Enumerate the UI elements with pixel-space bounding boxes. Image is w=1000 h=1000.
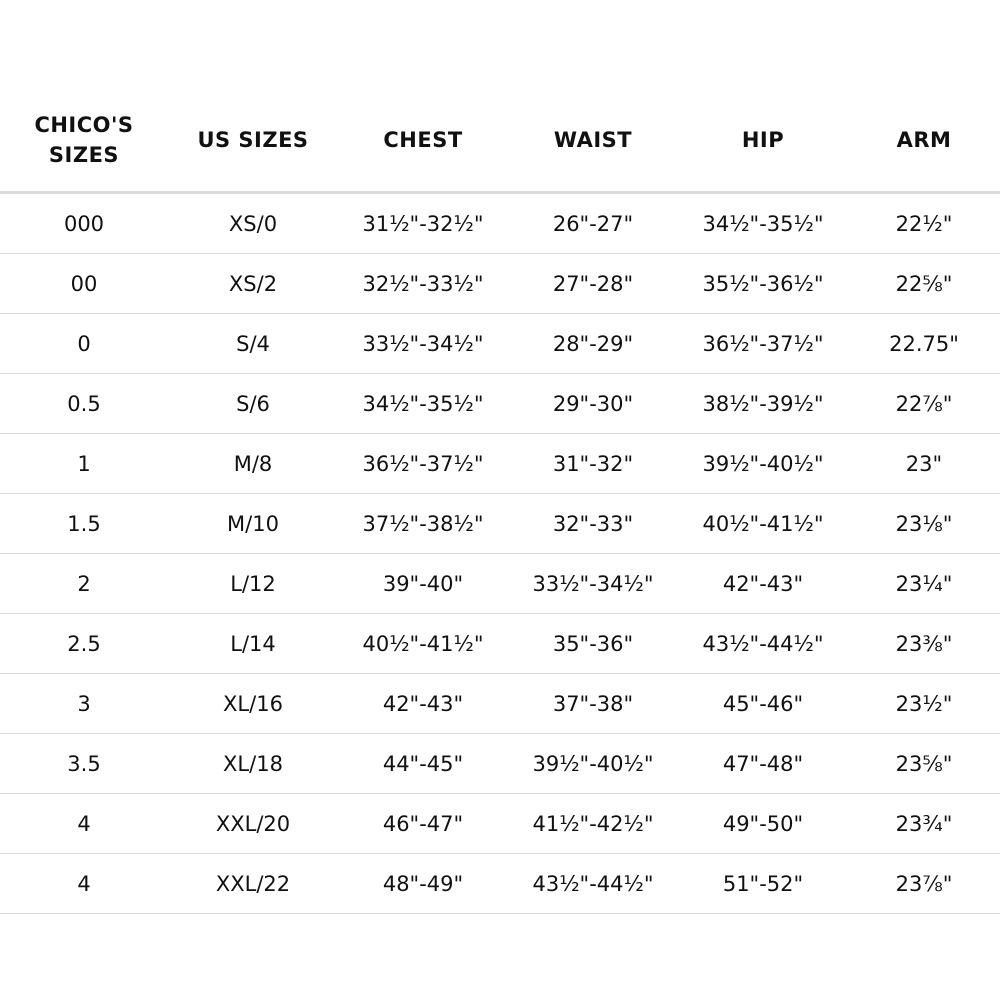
header-waist [508,125,678,155]
chest-cell: 42"-43" [382,691,464,716]
header-hip [678,125,848,155]
chicos-size-cell: 0.5 [67,391,101,416]
us-size-cell: XS/0 [228,211,278,236]
chicos-size-cell: 1.5 [67,511,101,536]
hip-cell: 39½"-40½" [702,451,824,476]
arm-cell: 23¼" [895,571,953,596]
chest-cell: 39"-40" [382,571,464,596]
header-arm [848,125,1000,155]
arm-cell: 23¾" [895,811,953,836]
header-label-line: CHICO'S [34,112,134,137]
us-size-cell: L/12 [230,571,276,596]
chest-cell: 33½"-34½" [362,331,484,356]
waist-cell: 35"-36" [552,631,634,656]
us-size-cell: M/10 [227,511,279,536]
hip-cell: 38½"-39½" [702,391,824,416]
chicos-size-cell: 1 [77,451,91,476]
table-row [0,494,1000,554]
hip-cell: 47"-48" [722,751,804,776]
table-row [0,674,1000,734]
us-size-cell: S/4 [236,331,270,356]
waist-cell: 29"-30" [552,391,634,416]
table-row [0,314,1000,374]
hip-cell: 35½"-36½" [702,271,824,296]
chest-cell: 48"-49" [382,871,464,896]
chest-cell: 32½"-33½" [362,271,484,296]
hip-cell: 42"-43" [722,571,804,596]
size-chart-table [0,88,1000,914]
header-label: CHEST [383,127,463,152]
header-chest [338,125,508,155]
chest-cell: 46"-47" [382,811,464,836]
arm-cell: 23⅝" [895,751,953,776]
us-size-cell: L/14 [230,631,276,656]
table-body [0,194,1000,914]
chicos-size-cell: 000 [63,211,105,236]
table-row [0,794,1000,854]
us-size-cell: S/6 [236,391,270,416]
table-row [0,854,1000,914]
chicos-size-cell: 2 [77,571,91,596]
header-us-sizes [168,125,338,155]
us-size-cell: M/8 [233,451,273,476]
chicos-size-cell: 00 [70,271,98,296]
waist-cell: 33½"-34½" [532,571,654,596]
hip-cell: 51"-52" [722,871,804,896]
waist-cell: 27"-28" [552,271,634,296]
header-chicos-sizes [0,110,168,170]
chicos-size-cell: 3.5 [67,751,101,776]
table-row [0,554,1000,614]
hip-cell: 36½"-37½" [702,331,824,356]
waist-cell: 39½"-40½" [532,751,654,776]
waist-cell: 41½"-42½" [532,811,654,836]
chicos-size-cell: 4 [77,811,91,836]
table-row [0,194,1000,254]
table-header-row [0,88,1000,194]
header-label-line: SIZES [48,142,120,167]
arm-cell: 22.75" [889,331,959,356]
waist-cell: 31"-32" [552,451,634,476]
us-size-cell: XS/2 [228,271,278,296]
arm-cell: 23⅛" [895,511,953,536]
arm-cell: 23" [905,451,943,476]
hip-cell: 49"-50" [722,811,804,836]
chest-cell: 37½"-38½" [362,511,484,536]
arm-cell: 23½" [895,691,953,716]
table-row [0,254,1000,314]
hip-cell: 43½"-44½" [702,631,824,656]
arm-cell: 23⅞" [895,871,953,896]
chest-cell: 31½"-32½" [362,211,484,236]
arm-cell: 22½" [895,211,953,236]
us-size-cell: XXL/20 [215,811,291,836]
waist-cell: 43½"-44½" [532,871,654,896]
chest-cell: 40½"-41½" [362,631,484,656]
table-row [0,734,1000,794]
chest-cell: 44"-45" [382,751,464,776]
chicos-size-cell: 3 [77,691,91,716]
table-row [0,614,1000,674]
table-row [0,434,1000,494]
us-size-cell: XXL/22 [215,871,291,896]
us-size-cell: XL/16 [223,691,283,716]
arm-cell: 23⅜" [895,631,953,656]
table-row [0,374,1000,434]
chest-cell: 34½"-35½" [362,391,484,416]
waist-cell: 28"-29" [552,331,634,356]
header-label: ARM [896,127,952,152]
waist-cell: 26"-27" [552,211,634,236]
hip-cell: 40½"-41½" [702,511,824,536]
hip-cell: 45"-46" [722,691,804,716]
header-label: US SIZES [197,127,309,152]
hip-cell: 34½"-35½" [702,211,824,236]
header-label: WAIST [553,127,633,152]
waist-cell: 32"-33" [552,511,634,536]
chicos-size-cell: 2.5 [67,631,101,656]
header-label: HIP [741,127,785,152]
chicos-size-cell: 4 [77,871,91,896]
waist-cell: 37"-38" [552,691,634,716]
arm-cell: 22⅝" [895,271,953,296]
us-size-cell: XL/18 [223,751,283,776]
chicos-size-cell: 0 [77,331,91,356]
chest-cell: 36½"-37½" [362,451,484,476]
arm-cell: 22⅞" [895,391,953,416]
